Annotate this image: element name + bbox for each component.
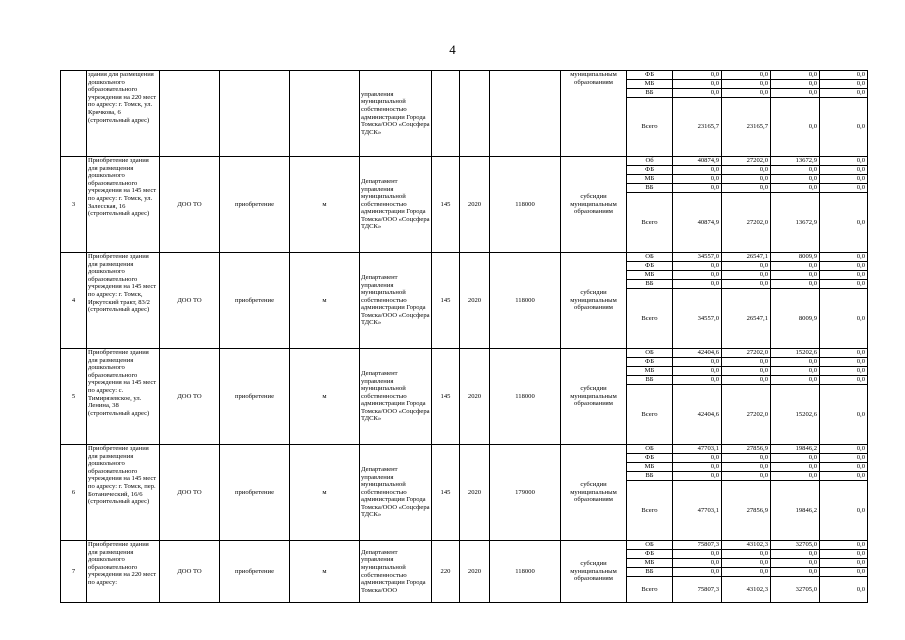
value-year-3-cell: 0,0 xyxy=(820,193,868,253)
responsible-department-cell: Департамент управления муниципальной собственностью администрации Города Томска/ООО xyxy=(360,541,432,603)
funding-source-cell: ФБ xyxy=(627,550,673,559)
acquisition-method-cell: приобретение xyxy=(220,541,290,603)
value-year-3-cell: 0,0 xyxy=(820,367,868,376)
value-year-3-cell: 0,0 xyxy=(820,184,868,193)
total-value-cell: 0,0 xyxy=(673,166,722,175)
acquisition-method-cell: приобретение xyxy=(220,349,290,445)
table-row xyxy=(61,541,868,550)
value-year-3-cell: 0,0 xyxy=(820,71,868,80)
value-year-3-cell: 0,0 xyxy=(820,481,868,541)
owner-type-cell: ДОО ТО xyxy=(160,445,220,541)
value-year-1-cell: 27202,0 xyxy=(722,193,771,253)
funding-source-cell: ВБ xyxy=(627,472,673,481)
table-row xyxy=(61,253,868,262)
funding-source-cell: Всего xyxy=(627,193,673,253)
value-year-2-cell: 0,0 xyxy=(771,89,820,98)
row-number-cell: 4 xyxy=(61,253,87,349)
total-value-cell: 40874,9 xyxy=(673,157,722,166)
unit-cell: м xyxy=(290,157,360,253)
total-value-cell: 0,0 xyxy=(673,175,722,184)
table-row xyxy=(61,445,868,454)
owner-type-cell xyxy=(160,71,220,157)
value-year-1-cell: 0,0 xyxy=(722,89,771,98)
funding-source-cell: Всего xyxy=(627,385,673,445)
value-year-2-cell: 0,0 xyxy=(771,568,820,577)
unit-cost-cell: 118000 xyxy=(490,157,561,253)
value-year-1-cell: 27856,9 xyxy=(722,481,771,541)
value-year-1-cell: 0,0 xyxy=(722,376,771,385)
value-year-1-cell: 0,0 xyxy=(722,166,771,175)
value-year-3-cell: 0,0 xyxy=(820,98,868,157)
value-year-3-cell: 0,0 xyxy=(820,445,868,454)
subsidy-type-cell: субсидии муниципальным образованиям xyxy=(561,445,627,541)
value-year-1-cell: 0,0 xyxy=(722,559,771,568)
total-value-cell: 0,0 xyxy=(673,89,722,98)
owner-type-cell: ДОО ТО xyxy=(160,157,220,253)
responsible-department-cell: управления муниципальной собственностью администрации Города Томска/ООО «Соцсфера ТДСК» xyxy=(360,71,432,157)
value-year-2-cell: 8009,9 xyxy=(771,289,820,349)
row-number-cell: 7 xyxy=(61,541,87,603)
value-year-2-cell: 32705,0 xyxy=(771,577,820,603)
capacity-cell xyxy=(432,71,460,157)
funding-source-cell: ФБ xyxy=(627,71,673,80)
row-number-cell: 6 xyxy=(61,445,87,541)
funding-source-cell: ВБ xyxy=(627,184,673,193)
table-body xyxy=(61,71,868,603)
object-name-cell: Приобретение здания для размещения дошкольного образовательного учреждения на 145 мест по адресу: г. Томск, ул. Залесская, 16 (строительный адрес) xyxy=(87,157,160,253)
funding-source-cell: ФБ xyxy=(627,166,673,175)
row-number-cell: 5 xyxy=(61,349,87,445)
value-year-2-cell: 0,0 xyxy=(771,175,820,184)
value-year-2-cell: 0,0 xyxy=(771,367,820,376)
row-number-cell xyxy=(61,71,87,157)
value-year-3-cell: 0,0 xyxy=(820,376,868,385)
capacity-cell: 145 xyxy=(432,445,460,541)
value-year-1-cell: 43102,3 xyxy=(722,577,771,603)
unit-cell: м xyxy=(290,541,360,603)
total-value-cell: 0,0 xyxy=(673,568,722,577)
value-year-1-cell: 23165,7 xyxy=(722,98,771,157)
total-value-cell: 0,0 xyxy=(673,367,722,376)
value-year-1-cell: 0,0 xyxy=(722,367,771,376)
funding-source-cell: Всего xyxy=(627,289,673,349)
funding-source-cell: ОБ xyxy=(627,445,673,454)
value-year-2-cell: 0,0 xyxy=(771,472,820,481)
total-value-cell: 0,0 xyxy=(673,262,722,271)
unit-cost-cell xyxy=(490,71,561,157)
funding-source-cell: ФБ xyxy=(627,358,673,367)
object-name-cell: Приобретение здания для размещения дошкольного образовательного учреждения на 220 мест по адресу: xyxy=(87,541,160,603)
funding-source-cell: ВБ xyxy=(627,376,673,385)
budget-table xyxy=(60,70,868,603)
unit-cell: м xyxy=(290,445,360,541)
value-year-1-cell: 26547,1 xyxy=(722,289,771,349)
responsible-department-cell: Департамент управления муниципальной собственностью администрации Города Томска/ООО «Соцсфера ТДСК» xyxy=(360,253,432,349)
total-value-cell: 0,0 xyxy=(673,550,722,559)
value-year-1-cell: 26547,1 xyxy=(722,253,771,262)
total-value-cell: 0,0 xyxy=(673,454,722,463)
responsible-department-cell: Департамент управления муниципальной собственностью администрации Города Томска/ООО «Соцсфера ТДСК» xyxy=(360,445,432,541)
value-year-1-cell: 0,0 xyxy=(722,358,771,367)
funding-source-cell: МБ xyxy=(627,175,673,184)
value-year-1-cell: 0,0 xyxy=(722,550,771,559)
funding-source-cell: ВБ xyxy=(627,568,673,577)
funding-source-cell: Об xyxy=(627,157,673,166)
total-value-cell: 0,0 xyxy=(673,184,722,193)
funding-source-cell: ОБ xyxy=(627,253,673,262)
value-year-2-cell: 0,0 xyxy=(771,559,820,568)
unit-cost-cell: 118000 xyxy=(490,253,561,349)
funding-source-cell: ФБ xyxy=(627,262,673,271)
owner-type-cell: ДОО ТО xyxy=(160,541,220,603)
funding-source-cell: Всего xyxy=(627,577,673,603)
value-year-1-cell: 0,0 xyxy=(722,568,771,577)
value-year-3-cell: 0,0 xyxy=(820,157,868,166)
subsidy-type-cell: субсидии муниципальным образованиям xyxy=(561,253,627,349)
total-value-cell: 42404,6 xyxy=(673,385,722,445)
value-year-3-cell: 0,0 xyxy=(820,463,868,472)
year-cell xyxy=(460,71,490,157)
value-year-3-cell: 0,0 xyxy=(820,559,868,568)
funding-source-cell: МБ xyxy=(627,463,673,472)
capacity-cell: 220 xyxy=(432,541,460,603)
acquisition-method-cell: приобретение xyxy=(220,445,290,541)
value-year-2-cell: 19846,2 xyxy=(771,445,820,454)
funding-source-cell: ВБ xyxy=(627,89,673,98)
year-cell: 2020 xyxy=(460,349,490,445)
total-value-cell: 0,0 xyxy=(673,80,722,89)
capacity-cell: 145 xyxy=(432,349,460,445)
value-year-2-cell: 0,0 xyxy=(771,262,820,271)
value-year-3-cell: 0,0 xyxy=(820,280,868,289)
value-year-2-cell: 0,0 xyxy=(771,98,820,157)
value-year-2-cell: 19846,2 xyxy=(771,481,820,541)
year-cell: 2020 xyxy=(460,445,490,541)
value-year-3-cell: 0,0 xyxy=(820,175,868,184)
value-year-1-cell: 0,0 xyxy=(722,463,771,472)
value-year-3-cell: 0,0 xyxy=(820,472,868,481)
total-value-cell: 47703,1 xyxy=(673,445,722,454)
value-year-1-cell: 0,0 xyxy=(722,184,771,193)
subsidy-type-cell: субсидии муниципальным образованиям xyxy=(561,541,627,603)
funding-source-cell: Всего xyxy=(627,481,673,541)
value-year-1-cell: 0,0 xyxy=(722,71,771,80)
object-name-cell: здания для размещения дошкольного образовательного учреждения на 220 мест по адресу: г. Томск, ул. Крячкова, 6 (строительный адрес) xyxy=(87,71,160,157)
table-row xyxy=(61,71,868,80)
value-year-2-cell: 13672,9 xyxy=(771,157,820,166)
table-row xyxy=(61,349,868,358)
funding-source-cell: МБ xyxy=(627,367,673,376)
total-value-cell: 0,0 xyxy=(673,358,722,367)
value-year-2-cell: 0,0 xyxy=(771,80,820,89)
value-year-3-cell: 0,0 xyxy=(820,358,868,367)
value-year-1-cell: 0,0 xyxy=(722,271,771,280)
unit-cost-cell: 118000 xyxy=(490,349,561,445)
total-value-cell: 34557,0 xyxy=(673,253,722,262)
subsidy-type-cell: субсидии муниципальным образованиям xyxy=(561,157,627,253)
value-year-2-cell: 0,0 xyxy=(771,271,820,280)
value-year-2-cell: 0,0 xyxy=(771,166,820,175)
total-value-cell: 0,0 xyxy=(673,271,722,280)
value-year-1-cell: 0,0 xyxy=(722,280,771,289)
capacity-cell: 145 xyxy=(432,157,460,253)
page-number: 4 xyxy=(449,42,456,57)
value-year-3-cell: 0,0 xyxy=(820,262,868,271)
value-year-1-cell: 0,0 xyxy=(722,472,771,481)
subsidy-type-cell: субсидии муниципальным образованиям xyxy=(561,349,627,445)
total-value-cell: 23165,7 xyxy=(673,98,722,157)
value-year-1-cell: 0,0 xyxy=(722,175,771,184)
value-year-1-cell: 0,0 xyxy=(722,80,771,89)
table-row xyxy=(61,157,868,166)
total-value-cell: 0,0 xyxy=(673,472,722,481)
acquisition-method-cell: приобретение xyxy=(220,157,290,253)
value-year-3-cell: 0,0 xyxy=(820,166,868,175)
value-year-3-cell: 0,0 xyxy=(820,577,868,603)
capacity-cell: 145 xyxy=(432,253,460,349)
value-year-3-cell: 0,0 xyxy=(820,550,868,559)
funding-source-cell: Всего xyxy=(627,98,673,157)
object-name-cell: Приобретение здания для размещения дошкольного образовательного учреждения на 145 мест по адресу: с. Тимирязевское, ул. Ленина, 38 (строительный адрес) xyxy=(87,349,160,445)
value-year-1-cell: 27202,0 xyxy=(722,385,771,445)
value-year-3-cell: 0,0 xyxy=(820,454,868,463)
acquisition-method-cell xyxy=(220,71,290,157)
row-number-cell: 3 xyxy=(61,157,87,253)
value-year-1-cell: 27856,9 xyxy=(722,445,771,454)
owner-type-cell: ДОО ТО xyxy=(160,253,220,349)
value-year-3-cell: 0,0 xyxy=(820,271,868,280)
value-year-2-cell: 8009,9 xyxy=(771,253,820,262)
value-year-1-cell: 0,0 xyxy=(722,262,771,271)
value-year-2-cell: 0,0 xyxy=(771,280,820,289)
funding-source-cell: МБ xyxy=(627,559,673,568)
value-year-3-cell: 0,0 xyxy=(820,89,868,98)
funding-source-cell: ОБ xyxy=(627,349,673,358)
value-year-2-cell: 15202,6 xyxy=(771,385,820,445)
value-year-2-cell: 13672,9 xyxy=(771,193,820,253)
total-value-cell: 75807,3 xyxy=(673,577,722,603)
value-year-2-cell: 0,0 xyxy=(771,550,820,559)
total-value-cell: 0,0 xyxy=(673,280,722,289)
responsible-department-cell: Департамент управления муниципальной собственностью администрации Города Томска/ООО «Соцсфера ТДСК» xyxy=(360,349,432,445)
funding-source-cell: ОБ xyxy=(627,541,673,550)
funding-source-cell: ФБ xyxy=(627,454,673,463)
value-year-3-cell: 0,0 xyxy=(820,80,868,89)
total-value-cell: 47703,1 xyxy=(673,481,722,541)
total-value-cell: 0,0 xyxy=(673,463,722,472)
value-year-3-cell: 0,0 xyxy=(820,541,868,550)
unit-cell: м xyxy=(290,349,360,445)
value-year-2-cell: 0,0 xyxy=(771,463,820,472)
year-cell: 2020 xyxy=(460,253,490,349)
unit-cell: м xyxy=(290,253,360,349)
value-year-3-cell: 0,0 xyxy=(820,289,868,349)
object-name-cell: Приобретение здания для размещения дошкольного образовательного учреждения на 145 мест по адресу: г. Томск, пер. Ботанический, 16/6 (строительный адрес) xyxy=(87,445,160,541)
total-value-cell: 0,0 xyxy=(673,376,722,385)
object-name-cell: Приобретение здания для размещения дошкольного образовательного учреждения на 145 мест по адресу: г. Томск, Иркутский тракт, 83/2 (строительный адрес) xyxy=(87,253,160,349)
value-year-1-cell: 27202,0 xyxy=(722,349,771,358)
funding-source-cell: ВБ xyxy=(627,280,673,289)
value-year-2-cell: 0,0 xyxy=(771,184,820,193)
total-value-cell: 40874,9 xyxy=(673,193,722,253)
total-value-cell: 0,0 xyxy=(673,559,722,568)
total-value-cell: 75807,3 xyxy=(673,541,722,550)
total-value-cell: 34557,0 xyxy=(673,289,722,349)
unit-cost-cell: 118000 xyxy=(490,541,561,603)
unit-cell xyxy=(290,71,360,157)
value-year-2-cell: 32705,0 xyxy=(771,541,820,550)
total-value-cell: 0,0 xyxy=(673,71,722,80)
value-year-2-cell: 15202,6 xyxy=(771,349,820,358)
value-year-3-cell: 0,0 xyxy=(820,568,868,577)
value-year-2-cell: 0,0 xyxy=(771,454,820,463)
total-value-cell: 42404,6 xyxy=(673,349,722,358)
responsible-department-cell: Департамент управления муниципальной собственностью администрации Города Томска/ООО «Соцсфера ТДСК» xyxy=(360,157,432,253)
value-year-3-cell: 0,0 xyxy=(820,349,868,358)
acquisition-method-cell: приобретение xyxy=(220,253,290,349)
unit-cost-cell: 179000 xyxy=(490,445,561,541)
value-year-1-cell: 43102,3 xyxy=(722,541,771,550)
value-year-1-cell: 0,0 xyxy=(722,454,771,463)
value-year-3-cell: 0,0 xyxy=(820,253,868,262)
value-year-2-cell: 0,0 xyxy=(771,376,820,385)
funding-source-cell: МБ xyxy=(627,80,673,89)
value-year-2-cell: 0,0 xyxy=(771,71,820,80)
subsidy-type-cell: муниципальным образованиям xyxy=(561,71,627,157)
year-cell: 2020 xyxy=(460,157,490,253)
value-year-1-cell: 27202,0 xyxy=(722,157,771,166)
value-year-2-cell: 0,0 xyxy=(771,358,820,367)
funding-source-cell: МБ xyxy=(627,271,673,280)
value-year-3-cell: 0,0 xyxy=(820,385,868,445)
year-cell: 2020 xyxy=(460,541,490,603)
owner-type-cell: ДОО ТО xyxy=(160,349,220,445)
